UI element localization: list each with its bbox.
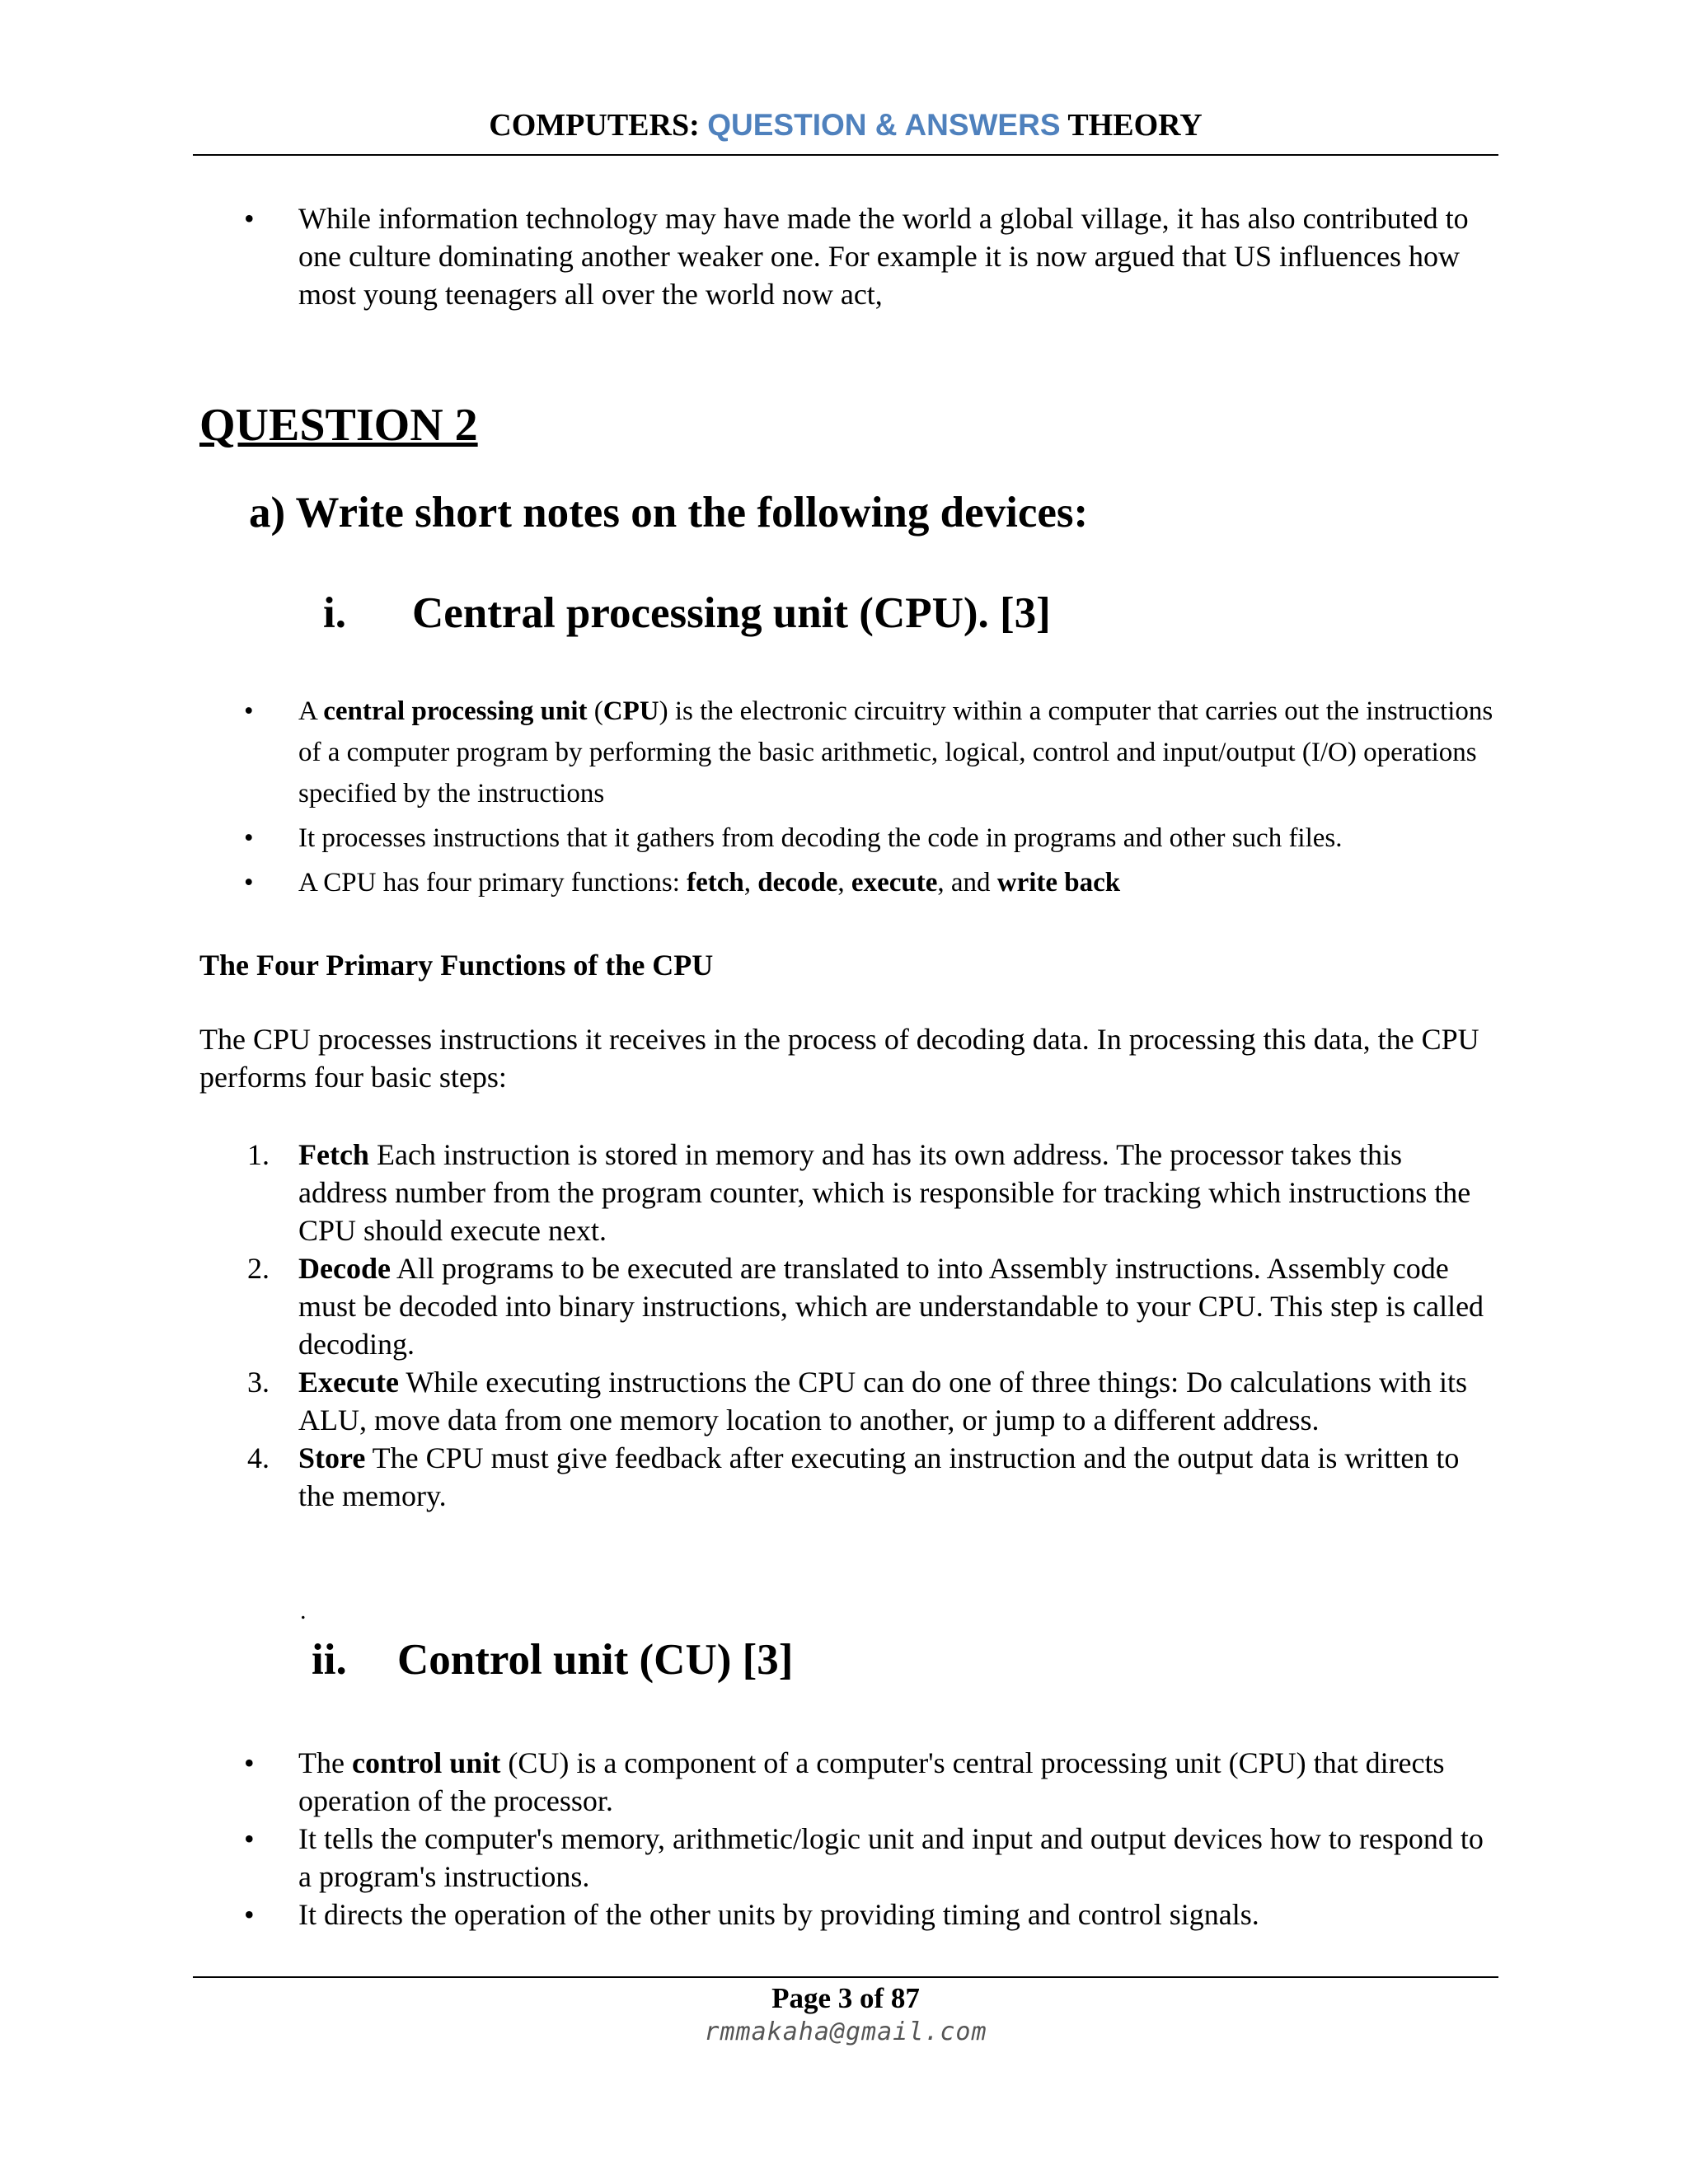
stray-dot: . bbox=[300, 1597, 307, 1624]
intro-bullet-text: While information technology may have made the world a global village, it has also contributed to one culture dominating another weaker one. For example it is now argued that US influences how most young teenagers all over the world now act, bbox=[298, 202, 1469, 311]
cpu-b2-text: It processes instructions that it gathers from decoding the code in programs and other such files. bbox=[298, 823, 1343, 853]
step-term: Execute bbox=[298, 1366, 399, 1399]
step-text: All programs to be executed are translated to into Assembly instructions. Assembly code must be decoded into binary instructions, which are understandable to your CPU. This step is called decoding. bbox=[298, 1252, 1484, 1361]
cu-b3-text: It directs the operation of the other units by providing timing and control signals. bbox=[298, 1898, 1259, 1931]
cpu-b3-f1: fetch bbox=[687, 868, 744, 898]
step-number: 2. bbox=[247, 1252, 270, 1285]
cpu-bullet-list bbox=[0, 691, 1688, 903]
cpu-heading-title: Central processing unit (CPU). [3] bbox=[412, 589, 1051, 637]
functions-paragraph: The CPU processes instructions it receives in the process of decoding data. In processing this data, the CPU performs four basic steps: bbox=[199, 1023, 1479, 1094]
bullet-icon: • bbox=[244, 823, 254, 853]
cpu-b1-bold2: CPU bbox=[603, 696, 659, 726]
header-rule bbox=[193, 154, 1498, 156]
author-email: rmmakaha@gmail.com bbox=[704, 2018, 987, 2046]
bullet-icon: • bbox=[244, 1898, 255, 1931]
cpu-b3-f2: decode bbox=[757, 868, 838, 898]
header-right: THEORY bbox=[1060, 108, 1203, 143]
step-text: The CPU must give feedback after executing an instruction and the output data is written to the memory. bbox=[298, 1441, 1460, 1512]
page-number: Page 3 of 87 bbox=[771, 1982, 920, 2014]
step-number: 4. bbox=[247, 1441, 270, 1474]
subquestion-a: a) Write short notes on the following devices: bbox=[249, 489, 1089, 537]
cpu-b3-s3: , and bbox=[937, 868, 997, 898]
cpu-heading-number: i. bbox=[323, 589, 346, 637]
intro-bullet-list bbox=[0, 199, 1688, 313]
list-item bbox=[0, 1136, 1493, 1249]
header-sep: : bbox=[689, 108, 708, 143]
steps-list bbox=[0, 1136, 1688, 1515]
list-item bbox=[0, 1363, 1493, 1439]
cu-b1-p2: (CU) is a component of a computer's central processing unit (CPU) that directs operation of the processor. bbox=[298, 1746, 1445, 1817]
step-term: Fetch bbox=[298, 1138, 369, 1171]
step-term: Decode bbox=[298, 1252, 391, 1285]
cu-heading-title: Control unit (CU) [3] bbox=[397, 1636, 794, 1684]
list-item bbox=[0, 199, 1493, 313]
header-accent: QUESTION & ANSWERS bbox=[707, 108, 1061, 142]
list-item bbox=[0, 691, 1493, 814]
bullet-icon: • bbox=[244, 202, 255, 235]
cpu-b1-p1: A bbox=[298, 696, 324, 726]
bullet-icon: • bbox=[244, 1822, 255, 1855]
cpu-b3-s2: , bbox=[837, 868, 851, 898]
cpu-b3-s1: , bbox=[743, 868, 758, 898]
question-heading: QUESTION 2 bbox=[199, 400, 478, 451]
list-item bbox=[0, 1820, 1493, 1896]
step-number: 3. bbox=[247, 1366, 270, 1399]
cpu-b1-bold1: central processing unit bbox=[323, 696, 588, 726]
cpu-b3-f3: execute bbox=[851, 868, 938, 898]
bullet-icon: • bbox=[244, 696, 254, 726]
page-header bbox=[193, 105, 1498, 145]
cpu-b3-f4: write back bbox=[996, 868, 1121, 898]
cpu-b1-p3: ) is the electronic circuitry within a computer that carries out the instructions of a computer program by performing the basic arithmetic, logical, control and input/output (I/O) operations specified by the instructions bbox=[298, 696, 1493, 808]
cpu-b3-p1: A CPU has four primary functions: bbox=[298, 868, 687, 898]
step-term: Store bbox=[298, 1441, 366, 1474]
footer-rule bbox=[193, 1976, 1498, 1978]
cu-heading-number: ii. bbox=[312, 1636, 347, 1684]
cu-b2-text: It tells the computer's memory, arithmetic/logic unit and input and output devices how to respond to a program's instructions. bbox=[298, 1822, 1484, 1893]
list-item bbox=[0, 818, 1493, 859]
step-text: While executing instructions the CPU can do one of three things: Do calculations with its ALU, move data from one memory location to another, or jump to a different address. bbox=[298, 1366, 1468, 1436]
functions-title: The Four Primary Functions of the CPU bbox=[199, 949, 714, 982]
cu-b1-bold: control unit bbox=[351, 1746, 501, 1779]
list-item bbox=[0, 1439, 1493, 1515]
list-item bbox=[0, 1896, 1493, 1933]
bullet-icon: • bbox=[244, 1746, 255, 1779]
list-item bbox=[0, 862, 1493, 903]
cu-b1-p1: The bbox=[298, 1746, 352, 1779]
cpu-b1-p2: ( bbox=[587, 696, 603, 726]
bullet-icon: • bbox=[244, 868, 254, 898]
step-number: 1. bbox=[247, 1138, 270, 1171]
cu-bullet-list bbox=[0, 1744, 1688, 1933]
list-item bbox=[0, 1744, 1493, 1820]
header-left: COMPUTERS bbox=[489, 108, 690, 143]
step-text: Each instruction is stored in memory and has its own address. The processor takes this address number from the program counter, which is responsible for tracking which instructions the CPU should execute next. bbox=[298, 1138, 1471, 1247]
list-item bbox=[0, 1249, 1493, 1363]
